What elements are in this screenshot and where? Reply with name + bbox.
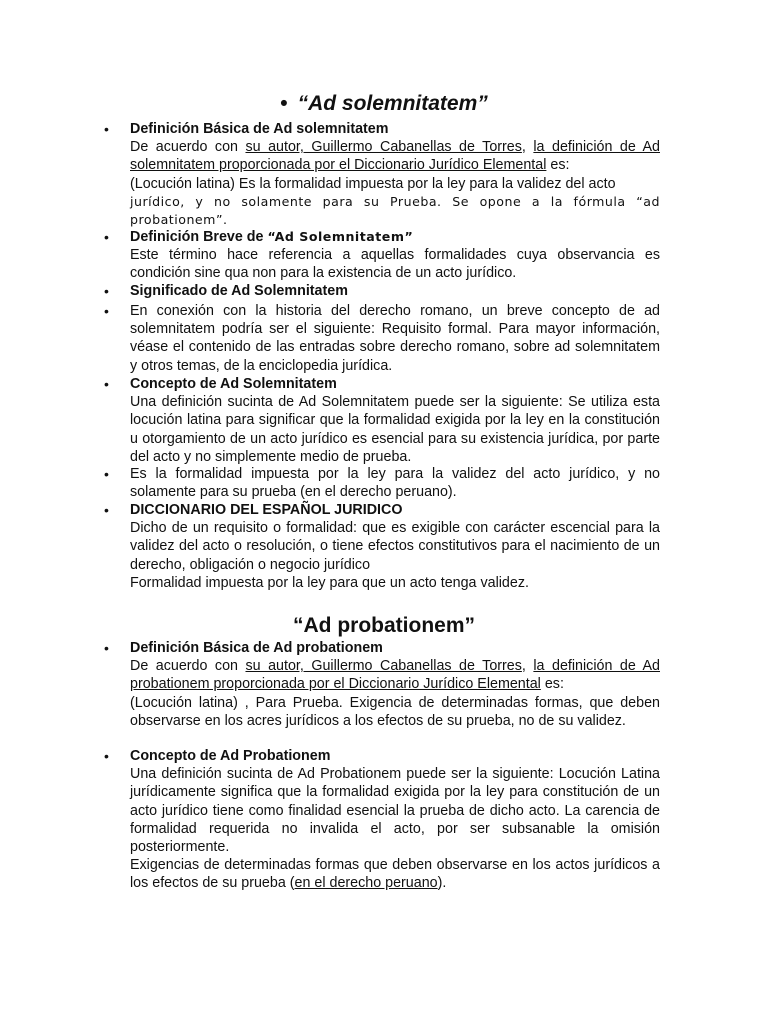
list-item-concepto-probationem — [130, 747, 660, 893]
title-text: “Ad solemnitatem” — [297, 92, 488, 115]
title-bullet: • — [280, 92, 288, 115]
list-item-def-basica-solemnitatem — [130, 120, 660, 229]
paragraph: Este término hace referencia a aquellas formalidades cuya observancia es condición sine qua non para la existencia de un acto jurídico. — [130, 247, 660, 282]
list-item-def-breve — [130, 228, 660, 283]
list-item-def-basica-probationem — [130, 639, 660, 730]
title-ad-solemnitatem — [0, 92, 768, 116]
paragraph: De acuerdo con su autor, Guillermo Cabanellas de Torres, la definición de Ad solemnitatem proporcionada por el Diccionario Jurídico Elemental es: — [130, 139, 660, 174]
paragraph: • Es la formalidad impuesta por la ley para la validez del acto jurídico, y no solamente para su prueba (en el derecho peruano). — [130, 466, 660, 501]
paragraph: Una definición sucinta de Ad Probationem puede ser la siguiente: Locución Latina jurídicamente significa que la formalidad exigida por la ley para constitución de un acto jurídico tiene como finalidad esencial la prueba de dicho acto. La carencia de formalidad requerida no invalida el acto, por ser subsanable la omisión posteriormente. — [130, 766, 660, 856]
section-heading: • Significado de Ad Solemnitatem — [130, 283, 348, 299]
section-heading: • DICCIONARIO DEL ESPAÑOL JURIDICO — [130, 502, 403, 518]
list-item-diccionario — [130, 501, 660, 592]
section-heading: • Definición Básica de Ad probationem — [130, 640, 383, 656]
definition-link[interactable]: la definición de Ad probationem proporcionada por el Diccionario Jurídico Elemental — [130, 658, 660, 693]
list-item-significado-text — [130, 302, 660, 375]
list-item-significado — [130, 282, 660, 300]
paragraph: De acuerdo con su autor, Guillermo Cabanellas de Torres, la definición de Ad probationem proporcionada por el Diccionario Jurídico Elemental es: — [130, 658, 660, 693]
paragraph: Formalidad impuesta por la ley para que un acto tenga validez. — [130, 574, 529, 591]
paragraph-line: (Locución latina) Es la formalidad impuesta por la ley para la validez del acto — [130, 175, 616, 192]
list-item-formalidad — [130, 465, 660, 501]
author-link[interactable]: su autor, Guillermo Cabanellas de Torres — [245, 139, 522, 156]
title-ad-probationem: “Ad probationem” — [293, 614, 475, 637]
section-heading: • Definición Breve de “Ad Solemnitatem” — [130, 229, 414, 245]
section-heading: • Definición Básica de Ad solemnitatem — [130, 121, 389, 137]
author-link[interactable]: su autor, Guillermo Cabanellas de Torres — [245, 658, 522, 675]
definition-link[interactable]: la definición de Ad solemnitatem proporcionada por el Diccionario Jurídico Elemental — [130, 139, 660, 174]
section-heading: • Concepto de Ad Solemnitatem — [130, 376, 337, 392]
list-item-concepto-solemnitatem — [130, 375, 660, 466]
paragraph: Una definición sucinta de Ad Solemnitatem puede ser la siguiente: Se utiliza esta locución latina para significar que la formalidad exigida por la ley en la constitución u otorgamiento de un acto jurídico es esencial para su existencia jurídica, por parte del acto y no simplemente medio de prueba. — [130, 394, 660, 465]
paragraph: • En conexión con la historia del derecho romano, un breve concepto de ad solemnitatem podría ser el siguiente: Requisito formal. Para mayor información, véase el contenido de las entradas sobre derecho romano, sobre ad solemnitatem y otros temas, de la enciclopedia jurídica. — [130, 303, 660, 374]
peru-law-link[interactable]: en el derecho peruano — [294, 875, 438, 892]
paragraph-line: jurídico, y no solamente para su Prueba. Se opone a la fórmula “ad probationem”. — [130, 193, 660, 228]
paragraph: (Locución latina) , Para Prueba. Exigencia de determinadas formas, que deben observarse en los acres jurídicos a los efectos de su prueba, no de su validez. — [130, 694, 660, 729]
paragraph: Exigencias de determinadas formas que deben observarse en los actos jurídicos a los efectos de su prueba (en el derecho peruano). — [130, 857, 660, 892]
section-heading: • Concepto de Ad Probationem — [130, 748, 331, 764]
paragraph: Dicho de un requisito o formalidad: que es exigible con carácter escencial para la validez del acto o resolución, o tiene efectos constitutivos para el nacimiento de un derecho, obligación o negocio jurídico — [130, 520, 660, 573]
